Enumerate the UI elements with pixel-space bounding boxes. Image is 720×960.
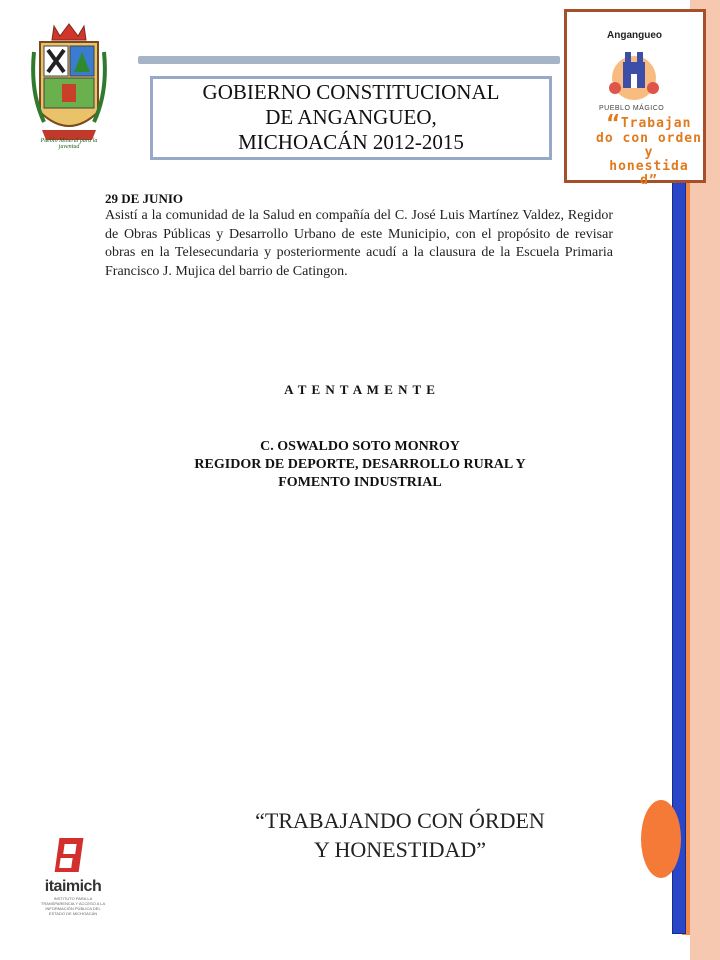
church-illustration-icon: [605, 44, 663, 102]
slogan-line-2: do con orden: [596, 131, 702, 146]
signatory-role-line-2: FOMENTO INDUSTRIAL: [278, 475, 442, 490]
logo-brand-text: Angangueo: [607, 30, 662, 41]
signatory-role-line-1: REGIDOR DE DEPORTE, DESARROLLO RURAL Y: [194, 457, 526, 472]
motto-line-2: Y HONESTIDAD”: [313, 837, 487, 862]
government-title-box: [150, 76, 552, 160]
slogan-line-4: honestida: [609, 159, 689, 174]
itaimich-wordmark: itaimich: [44, 878, 102, 895]
closing-motto: [200, 806, 600, 864]
title-line-2: DE ANGANGUEO,: [265, 105, 437, 129]
logo-slogan: “Trabajan do con orden y honestida d”: [596, 112, 702, 188]
slogan-line-3: y: [644, 145, 654, 160]
entry-date: 29 DE JUNIO: [105, 191, 184, 206]
entry-paragraph: Asistí a la comunidad de la Salud en compañía del C. José Luis Martínez Valdez, Regidor de Obras Públicas y Desarrollo Urbano de este Municipio, con el propósito de revisar obras en la Telesecundaria y posteriormente acudí a la clausura de la Escuela Primaria Francisco J. Mujica del barrio de Catingon.: [105, 208, 613, 279]
slogan-line-1: Trabajan: [620, 116, 692, 131]
motto-line-1: “TRABAJANDO CON ÓRDEN: [255, 808, 545, 833]
title-line-1: GOBIERNO CONSTITUCIONAL: [202, 80, 500, 104]
title-line-3: MICHOACÁN 2012-2015: [238, 130, 464, 154]
slogan-line-5: d: [640, 173, 649, 188]
signatory-name: C. OSWALDO SOTO MONROY: [260, 439, 460, 454]
signature-block: [110, 438, 610, 492]
closing-atentamente: A T E N T A M E N T E: [284, 382, 436, 397]
coat-of-arms-logo: [30, 22, 108, 150]
logo-subtitle: PUEBLO MÁGICO: [599, 105, 665, 112]
itaimich-fine-print: INSTITUTO PARA LA TRANSPARENCIA Y ACCESO A LA INFORMACIÓN PÚBLICA DEL ESTADO DE MICHOACÁN: [40, 896, 106, 916]
header-accent-bar: [138, 56, 560, 64]
orange-oval-decoration: [641, 800, 681, 878]
coat-of-arms-motto: Pueblo Mineral para la juventud: [40, 138, 98, 150]
